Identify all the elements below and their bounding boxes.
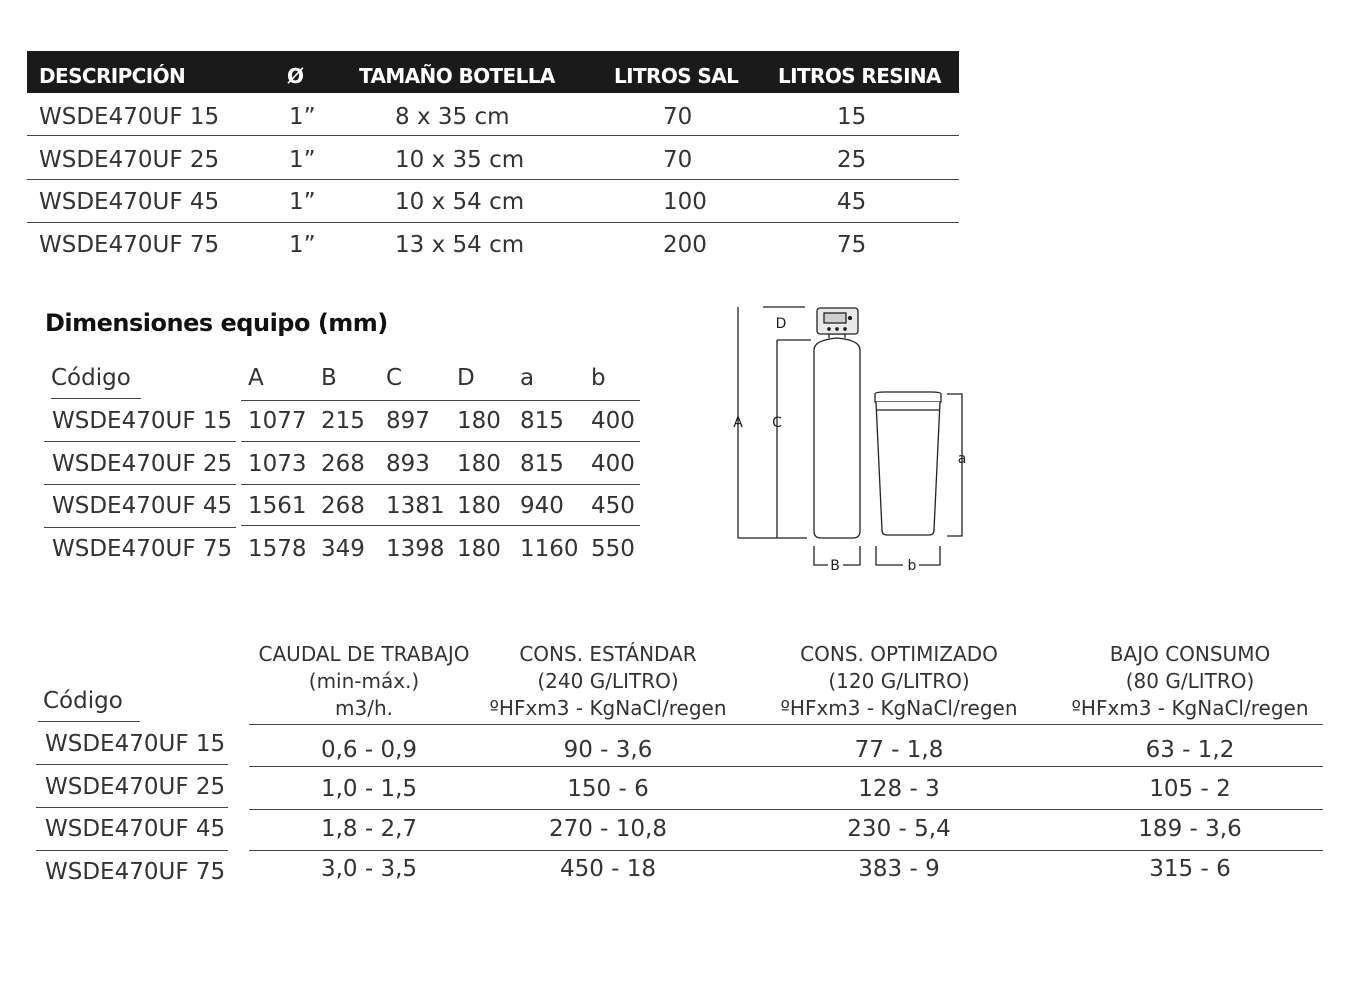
dimensions-title: Dimensiones equipo (mm) — [45, 309, 388, 337]
dimensions-cell-B: 268 — [321, 451, 365, 477]
specs-cell-bottle-size: 10 x 54 cm — [395, 189, 525, 215]
consumption-cell-code: WSDE470UF 45 — [45, 816, 226, 842]
specs-row — [27, 223, 959, 265]
specs-cell-salt-liters: 70 — [663, 147, 693, 173]
header-optimized-line1: CONS. OPTIMIZADO — [800, 642, 998, 666]
diagram-label-b: b — [907, 558, 917, 574]
specs-cell-bottle-size: 13 x 54 cm — [395, 232, 525, 258]
specs-cell-diameter: 1” — [289, 232, 316, 258]
dimension-b-left — [876, 546, 903, 565]
specs-cell-salt-liters: 70 — [663, 104, 693, 130]
valve-button — [844, 328, 846, 330]
row-divider — [36, 764, 228, 765]
header-standard-line3: ºHFxm3 - KgNaCl/regen — [489, 696, 727, 720]
specs-header-resin-liters: LITROS RESINA — [778, 64, 941, 88]
consumption-cell-standard: 150 - 6 — [567, 776, 649, 802]
header-standard-line2: (240 G/LITRO) — [537, 669, 679, 693]
specs-cell-description: WSDE470UF 15 — [39, 104, 220, 130]
dimensions-header-A: A — [248, 365, 264, 391]
consumption-cell-code: WSDE470UF 25 — [45, 774, 226, 800]
dimensions-header-code: Código — [51, 365, 131, 391]
dimensions-cell-b: 550 — [591, 536, 635, 562]
consumption-cell-code: WSDE470UF 15 — [45, 731, 226, 757]
specs-cell-diameter: 1” — [289, 189, 316, 215]
dimensions-header-b: b — [591, 365, 606, 391]
dimensions-cell-b: 400 — [591, 451, 635, 477]
diagram-label-B: B — [830, 558, 840, 574]
dimensions-cell-code: WSDE470UF 75 — [52, 536, 233, 562]
header-low-line1: BAJO CONSUMO — [1109, 642, 1271, 666]
brine-tank — [876, 402, 940, 535]
specs-cell-bottle-size: 8 x 35 cm — [395, 104, 510, 130]
dimensions-cell-a: 815 — [520, 451, 564, 477]
valve-button — [828, 328, 830, 330]
dimensions-cell-code: WSDE470UF 15 — [52, 408, 233, 434]
header-low-line2: (80 G/LITRO) — [1125, 669, 1255, 693]
row-divider — [249, 809, 1323, 810]
dimensions-cell-A: 1073 — [248, 451, 307, 477]
consumption-header-code: Código — [43, 688, 123, 714]
diagram-label-A: A — [733, 415, 743, 431]
specs-header-description: DESCRIPCIÓN — [39, 64, 186, 88]
dimension-B-left — [814, 546, 828, 565]
consumption-cell-flow: 1,8 - 2,7 — [320, 816, 418, 842]
row-divider — [27, 135, 959, 136]
dimensions-cell-code: WSDE470UF 45 — [52, 493, 233, 519]
specs-row — [27, 180, 959, 222]
dimension-b-right — [919, 546, 940, 565]
specs-cell-salt-liters: 200 — [663, 232, 707, 258]
row-divider — [241, 441, 640, 442]
header-low-line3: ºHFxm3 - KgNaCl/regen — [1071, 696, 1309, 720]
consumption-cell-standard: 450 - 18 — [559, 856, 657, 882]
dimensions-cell-a: 940 — [520, 493, 564, 519]
header-optimized-line2: (120 G/LITRO) — [828, 669, 970, 693]
valve-button — [849, 317, 852, 320]
diagram-label-a: a — [957, 451, 967, 467]
specs-header-salt-liters: LITROS SAL — [614, 64, 739, 88]
softener-dimension-diagram — [725, 300, 975, 585]
dimensions-cell-C: 893 — [386, 451, 430, 477]
row-divider — [241, 484, 640, 485]
header-standard-line1: CONS. ESTÁNDAR — [519, 642, 697, 666]
dimensions-header-a: a — [520, 365, 535, 391]
specs-cell-resin-liters: 45 — [837, 189, 867, 215]
consumption-cell-low: 189 - 3,6 — [1138, 816, 1242, 842]
dimensions-cell-D: 180 — [457, 408, 501, 434]
dimensions-cell-D: 180 — [457, 451, 501, 477]
consumption-cell-optimized: 128 - 3 — [858, 776, 940, 802]
dimensions-cell-C: 897 — [386, 408, 430, 434]
specs-cell-bottle-size: 10 x 35 cm — [395, 147, 525, 173]
row-divider — [36, 850, 228, 851]
header-optimized-line3: ºHFxm3 - KgNaCl/regen — [780, 696, 1018, 720]
row-divider — [249, 724, 1323, 725]
code-header-underline — [51, 398, 141, 399]
dimensions-cell-D: 180 — [457, 493, 501, 519]
row-divider — [241, 525, 640, 526]
dimensions-cell-A: 1561 — [248, 493, 307, 519]
consumption-cell-optimized: 77 - 1,8 — [854, 737, 944, 763]
specs-cell-description: WSDE470UF 45 — [39, 189, 220, 215]
dimensions-cell-A: 1578 — [248, 536, 307, 562]
dimensions-cell-b: 450 — [591, 493, 635, 519]
consumption-cell-flow: 1,0 - 1,5 — [320, 776, 418, 802]
diagram-label-C: C — [772, 415, 782, 431]
consumption-cell-flow: 0,6 - 0,9 — [320, 737, 418, 763]
consumption-cell-code: WSDE470UF 75 — [45, 859, 226, 885]
specs-header-diameter: Ø — [287, 64, 304, 88]
dimensions-header-B: B — [321, 365, 337, 391]
dimensions-cell-a: 815 — [520, 408, 564, 434]
consumption-cell-flow: 3,0 - 3,5 — [320, 856, 418, 882]
consumption-cell-low: 105 - 2 — [1149, 776, 1231, 802]
specs-header-bottle-size: TAMAÑO BOTELLA — [359, 64, 555, 88]
row-divider — [36, 807, 228, 808]
consumption-cell-standard: 270 - 10,8 — [548, 816, 668, 842]
specs-cell-description: WSDE470UF 75 — [39, 232, 220, 258]
consumption-cell-standard: 90 - 3,6 — [563, 737, 653, 763]
dimensions-cell-B: 268 — [321, 493, 365, 519]
dimensions-cell-a: 1160 — [520, 536, 579, 562]
consumption-cell-optimized: 383 - 9 — [858, 856, 940, 882]
row-divider — [44, 484, 236, 485]
consumption-cell-low: 63 - 1,2 — [1145, 737, 1235, 763]
code-header-underline — [38, 721, 140, 722]
specs-cell-resin-liters: 75 — [837, 232, 867, 258]
row-divider — [44, 441, 236, 442]
dimensions-cell-B: 349 — [321, 536, 365, 562]
dimensions-header-D: D — [457, 365, 475, 391]
specs-cell-diameter: 1” — [289, 104, 316, 130]
resin-tank — [814, 338, 860, 538]
valve-display — [824, 313, 846, 323]
specs-cell-resin-liters: 25 — [837, 147, 867, 173]
specs-row — [27, 138, 959, 180]
header-flow-line2: (min-máx.) — [308, 669, 420, 693]
consumption-cell-low: 315 - 6 — [1149, 856, 1231, 882]
specs-row — [27, 95, 959, 137]
diagram-label-D: D — [775, 316, 787, 332]
dimensions-cell-B: 215 — [321, 408, 365, 434]
specs-cell-resin-liters: 15 — [837, 104, 867, 130]
brine-tank-lid — [875, 392, 941, 402]
header-flow-line3: m3/h. — [335, 696, 393, 720]
row-divider — [44, 527, 236, 528]
specs-cell-diameter: 1” — [289, 147, 316, 173]
dimensions-cell-b: 400 — [591, 408, 635, 434]
specs-header-row — [27, 51, 959, 93]
row-divider — [249, 850, 1323, 851]
specs-cell-description: WSDE470UF 25 — [39, 147, 220, 173]
valve-button — [836, 328, 838, 330]
dimensions-header-C: C — [386, 365, 403, 391]
dimensions-cell-C: 1398 — [386, 536, 445, 562]
dimensions-cell-A: 1077 — [248, 408, 307, 434]
header-flow-line1: CAUDAL DE TRABAJO — [258, 642, 470, 666]
dimension-B-right — [843, 546, 860, 565]
specs-cell-salt-liters: 100 — [663, 189, 707, 215]
row-divider — [241, 400, 640, 401]
row-divider — [249, 766, 1323, 767]
dimensions-cell-C: 1381 — [386, 493, 445, 519]
dimensions-cell-D: 180 — [457, 536, 501, 562]
consumption-cell-optimized: 230 - 5,4 — [847, 816, 951, 842]
dimensions-cell-code: WSDE470UF 25 — [52, 451, 233, 477]
